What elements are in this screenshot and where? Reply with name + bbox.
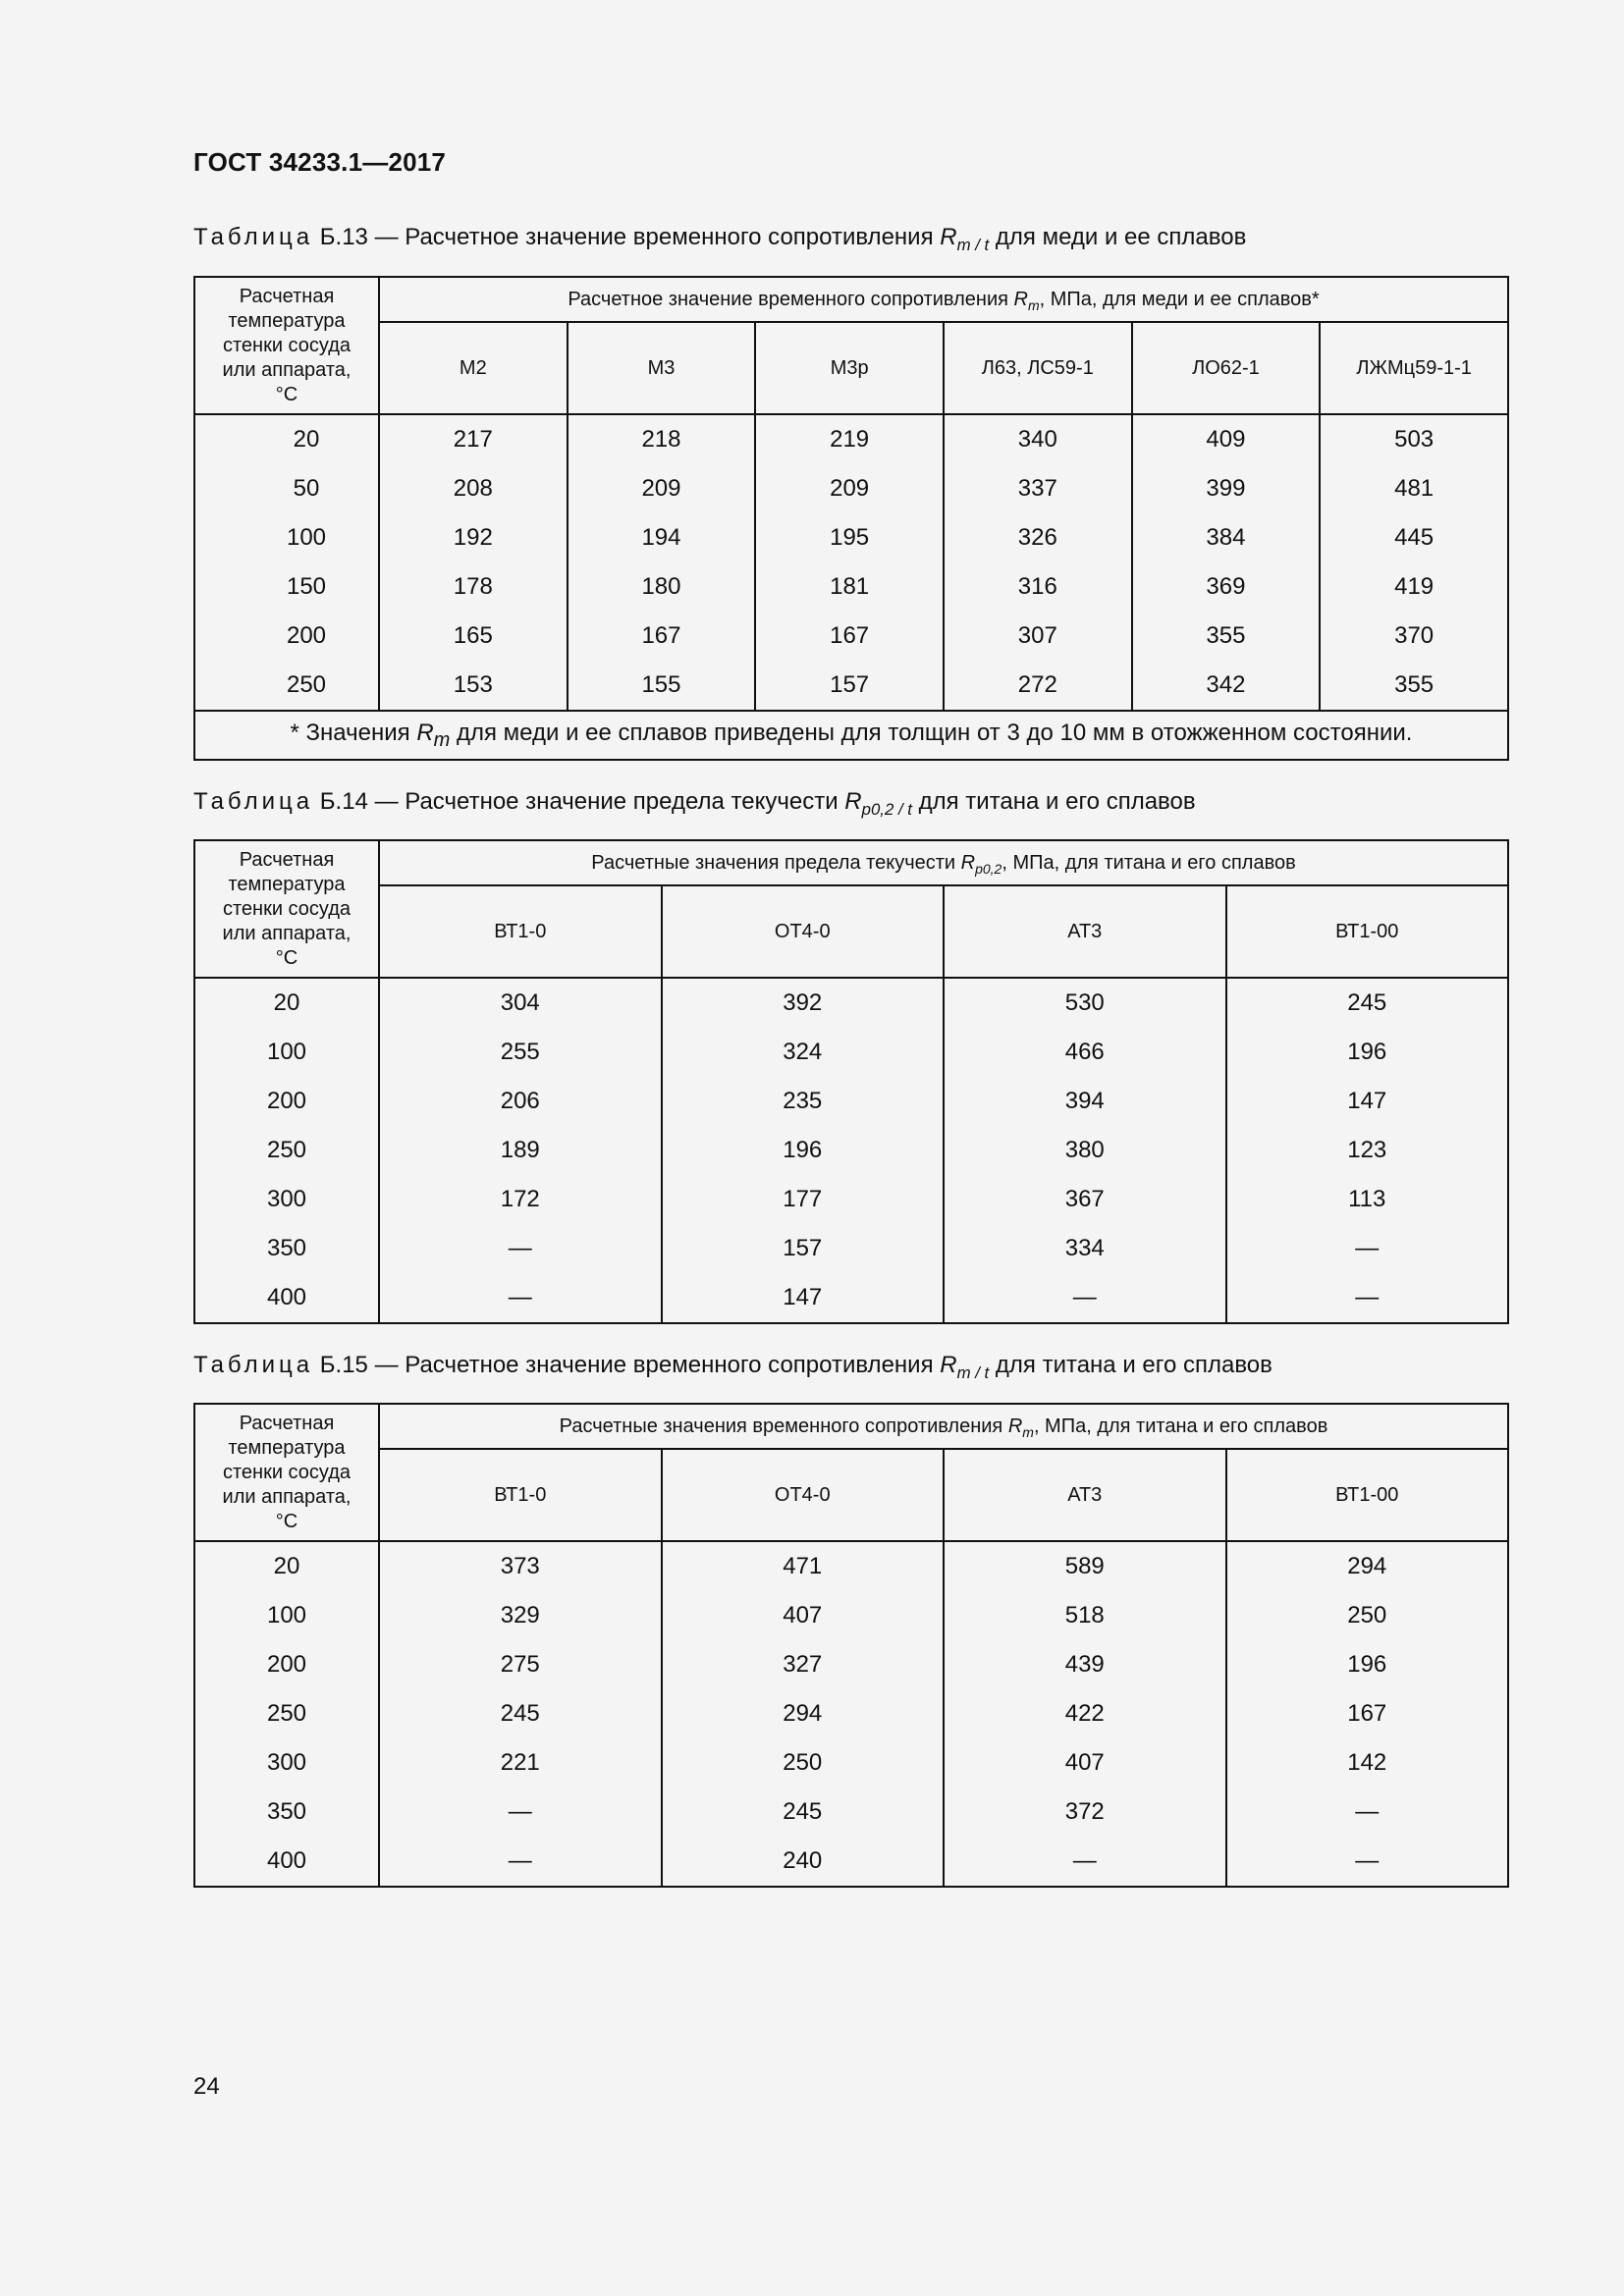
value-cell: 373 [379, 1541, 662, 1591]
temperature-cell: 100 [194, 1591, 379, 1640]
table-b13 [193, 276, 1509, 761]
value-cell: 380 [944, 1126, 1226, 1175]
value-cell: 208 [379, 464, 568, 513]
table-footnote: * Значения $R_m$ для меди и ее сплавов приведены для толщин от 3 до 10 мм в отожженном состоянии. [194, 711, 1508, 760]
caption-symbol-sub: p0,2 / t [861, 799, 912, 819]
value-cell: 147 [662, 1273, 945, 1323]
value-cell: 304 [379, 978, 662, 1028]
caption-label: Таблица [193, 1352, 314, 1378]
corner-header: Расчетная температура стенки сосуда или аппарата, °С [194, 840, 379, 978]
value-cell: 250 [662, 1738, 945, 1788]
document-header: ГОСТ 34233.1—2017 [193, 147, 447, 177]
value-cell: 370 [1320, 612, 1508, 661]
table-row [194, 562, 1508, 612]
caption-symbol-sub: m / t [956, 1362, 990, 1382]
value-cell: 294 [1226, 1541, 1509, 1591]
caption-symbol: R [940, 224, 957, 250]
group-header: Расчетные значения временного сопротивления $R_m$, МПа, для титана и его сплавов [379, 1404, 1508, 1449]
column-header: ВТ1-0 [379, 885, 662, 978]
value-cell: — [379, 1788, 662, 1837]
value-cell: 372 [944, 1788, 1226, 1837]
value-cell: 316 [944, 562, 1132, 612]
value-cell: 399 [1132, 464, 1321, 513]
column-header: М3 [568, 322, 756, 414]
value-cell: — [379, 1837, 662, 1887]
value-cell: 172 [379, 1175, 662, 1224]
value-cell: 272 [944, 661, 1132, 711]
value-cell: 192 [379, 513, 568, 562]
column-header: АТ3 [944, 1449, 1226, 1541]
value-cell: 307 [944, 612, 1132, 661]
caption-text: Б.15 — Расчетное значение временного сопротивления [319, 1352, 934, 1378]
value-cell: 334 [944, 1224, 1226, 1273]
value-cell: 342 [1132, 661, 1321, 711]
table-row [194, 1788, 1508, 1837]
temperature-cell: 200 [194, 612, 379, 661]
table-row [194, 1126, 1508, 1175]
value-cell: 218 [568, 414, 756, 464]
temperature-cell: 300 [194, 1175, 379, 1224]
value-cell: 250 [1226, 1591, 1509, 1640]
temperature-cell: 150 [194, 562, 379, 612]
caption-text-post: для титана и его сплавов [918, 788, 1196, 815]
value-cell: 326 [944, 513, 1132, 562]
caption-text: Б.13 — Расчетное значение временного сопротивления [319, 224, 934, 250]
table-b14 [193, 839, 1509, 1324]
temperature-cell: 20 [194, 414, 379, 464]
value-cell: 142 [1226, 1738, 1509, 1788]
value-cell: 189 [379, 1126, 662, 1175]
value-cell: 409 [1132, 414, 1321, 464]
table-row [194, 1273, 1508, 1323]
value-cell: 196 [662, 1126, 945, 1175]
value-cell: 589 [944, 1541, 1226, 1591]
caption-symbol: R [844, 788, 862, 815]
table-row [194, 978, 1508, 1028]
value-cell: 195 [755, 513, 944, 562]
table-row [194, 661, 1508, 711]
table-b14-caption [193, 788, 1196, 819]
value-cell: 206 [379, 1077, 662, 1126]
column-header: АТ3 [944, 885, 1226, 978]
table-row [194, 1224, 1508, 1273]
temperature-cell: 300 [194, 1738, 379, 1788]
corner-header: Расчетная температура стенки сосуда или аппарата, °С [194, 1404, 379, 1541]
table-row [194, 612, 1508, 661]
column-header: Л63, ЛС59-1 [944, 322, 1132, 414]
temperature-cell: 50 [194, 464, 379, 513]
value-cell: 530 [944, 978, 1226, 1028]
value-cell: 167 [568, 612, 756, 661]
value-cell: 157 [755, 661, 944, 711]
value-cell: 196 [1226, 1028, 1509, 1077]
value-cell: 194 [568, 513, 756, 562]
value-cell: 407 [944, 1738, 1226, 1788]
table-row [194, 1175, 1508, 1224]
value-cell: 167 [755, 612, 944, 661]
value-cell: 167 [1226, 1689, 1509, 1738]
column-header: ЛЖМц59-1-1 [1320, 322, 1508, 414]
value-cell: 123 [1226, 1126, 1509, 1175]
value-cell: 155 [568, 661, 756, 711]
value-cell: — [379, 1273, 662, 1323]
temperature-cell: 250 [194, 1689, 379, 1738]
table-b15-caption [193, 1352, 1272, 1382]
temperature-cell: 400 [194, 1273, 379, 1323]
table-row [194, 1738, 1508, 1788]
caption-label: Таблица [193, 224, 314, 250]
value-cell: — [379, 1224, 662, 1273]
value-cell: 153 [379, 661, 568, 711]
value-cell: 439 [944, 1640, 1226, 1689]
value-cell: 245 [379, 1689, 662, 1738]
value-cell: 235 [662, 1077, 945, 1126]
table-row [194, 513, 1508, 562]
temperature-cell: 250 [194, 661, 379, 711]
temperature-cell: 100 [194, 513, 379, 562]
value-cell: 471 [662, 1541, 945, 1591]
temperature-cell: 350 [194, 1224, 379, 1273]
value-cell: 324 [662, 1028, 945, 1077]
column-header: ВТ1-00 [1226, 885, 1509, 978]
value-cell: 369 [1132, 562, 1321, 612]
value-cell: 481 [1320, 464, 1508, 513]
value-cell: 165 [379, 612, 568, 661]
caption-text-post: для титана и его сплавов [995, 1352, 1272, 1378]
page-number: 24 [193, 2073, 220, 2100]
value-cell: 240 [662, 1837, 945, 1887]
value-cell: — [1226, 1788, 1509, 1837]
value-cell: 177 [662, 1175, 945, 1224]
value-cell: 209 [568, 464, 756, 513]
value-cell: — [1226, 1224, 1509, 1273]
column-header: ОТ4-0 [662, 885, 945, 978]
column-header: М3р [755, 322, 944, 414]
value-cell: 217 [379, 414, 568, 464]
value-cell: 147 [1226, 1077, 1509, 1126]
table-row [194, 1077, 1508, 1126]
table-row [194, 414, 1508, 464]
temperature-cell: 200 [194, 1077, 379, 1126]
value-cell: 294 [662, 1689, 945, 1738]
value-cell: 196 [1226, 1640, 1509, 1689]
group-header: Расчетные значения предела текучести $R_{p0,2}$, МПа, для титана и его сплавов [379, 840, 1508, 885]
value-cell: 394 [944, 1077, 1226, 1126]
temperature-cell: 250 [194, 1126, 379, 1175]
value-cell: 367 [944, 1175, 1226, 1224]
value-cell: 180 [568, 562, 756, 612]
value-cell: — [944, 1837, 1226, 1887]
table-row [194, 1689, 1508, 1738]
table-b15 [193, 1403, 1509, 1888]
group-header: Расчетное значение временного сопротивления $R_m$, МПа, для меди и ее сплавов* [379, 277, 1508, 322]
temperature-cell: 20 [194, 1541, 379, 1591]
table-row [194, 1591, 1508, 1640]
value-cell: 275 [379, 1640, 662, 1689]
column-header: ВТ1-0 [379, 1449, 662, 1541]
value-cell: 113 [1226, 1175, 1509, 1224]
temperature-cell: 400 [194, 1837, 379, 1887]
value-cell: 221 [379, 1738, 662, 1788]
value-cell: 178 [379, 562, 568, 612]
table-b13-caption [193, 224, 1247, 254]
value-cell: 181 [755, 562, 944, 612]
temperature-cell: 100 [194, 1028, 379, 1077]
value-cell: 329 [379, 1591, 662, 1640]
temperature-cell: 350 [194, 1788, 379, 1837]
value-cell: 219 [755, 414, 944, 464]
value-cell: 327 [662, 1640, 945, 1689]
value-cell: 255 [379, 1028, 662, 1077]
value-cell: 209 [755, 464, 944, 513]
value-cell: 407 [662, 1591, 945, 1640]
table-row [194, 1640, 1508, 1689]
value-cell: 419 [1320, 562, 1508, 612]
caption-label: Таблица [193, 788, 314, 815]
temperature-cell: 200 [194, 1640, 379, 1689]
caption-text-post: для меди и ее сплавов [995, 224, 1247, 250]
value-cell: 355 [1320, 661, 1508, 711]
value-cell: — [1226, 1837, 1509, 1887]
value-cell: 422 [944, 1689, 1226, 1738]
value-cell: 466 [944, 1028, 1226, 1077]
temperature-cell: 20 [194, 978, 379, 1028]
table-row [194, 1028, 1508, 1077]
value-cell: 392 [662, 978, 945, 1028]
value-cell: — [1226, 1273, 1509, 1323]
caption-symbol: R [940, 1352, 957, 1378]
corner-header: Расчетная температура стенки сосуда или аппарата, °С [194, 277, 379, 414]
value-cell: 245 [1226, 978, 1509, 1028]
caption-text: Б.14 — Расчетное значение предела текучести [319, 788, 839, 815]
column-header: ВТ1-00 [1226, 1449, 1509, 1541]
value-cell: 245 [662, 1788, 945, 1837]
column-header: М2 [379, 322, 568, 414]
value-cell: — [944, 1273, 1226, 1323]
value-cell: 518 [944, 1591, 1226, 1640]
value-cell: 337 [944, 464, 1132, 513]
column-header: ЛО62-1 [1132, 322, 1321, 414]
value-cell: 384 [1132, 513, 1321, 562]
table-row [194, 1541, 1508, 1591]
column-header: ОТ4-0 [662, 1449, 945, 1541]
value-cell: 157 [662, 1224, 945, 1273]
value-cell: 445 [1320, 513, 1508, 562]
caption-symbol-sub: m / t [956, 235, 990, 254]
value-cell: 340 [944, 414, 1132, 464]
value-cell: 503 [1320, 414, 1508, 464]
value-cell: 355 [1132, 612, 1321, 661]
table-row [194, 1837, 1508, 1887]
table-row [194, 464, 1508, 513]
